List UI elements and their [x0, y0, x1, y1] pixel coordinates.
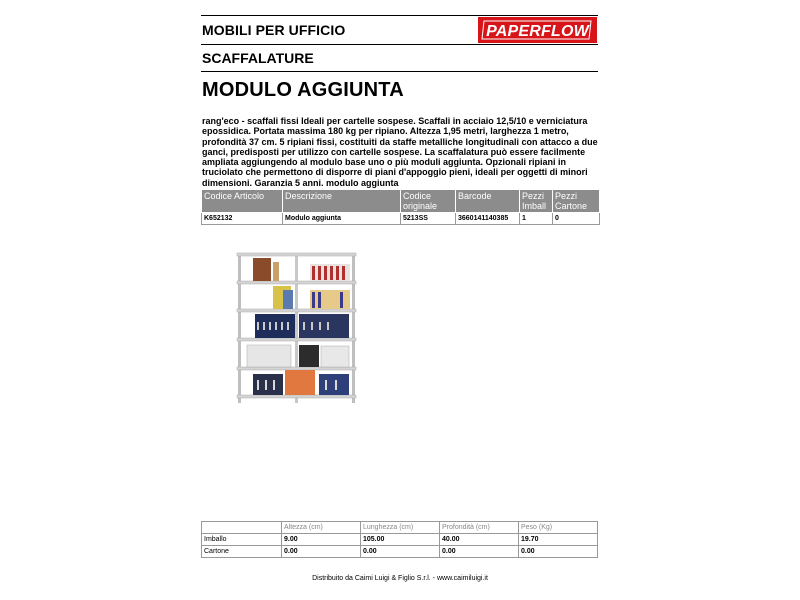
svg-text:PAPERFLOW: PAPERFLOW	[486, 23, 589, 40]
cell-barcode: 3660141140385	[456, 213, 520, 225]
distributor-footer: Distribuito da Caimi Luigi & Figlio S.r.l. - www.caimiluigi.it	[312, 575, 488, 582]
header-codice-articolo: Codice Articolo	[202, 190, 283, 213]
product-title: MODULO AGGIUNTA	[202, 79, 404, 101]
dims-cell-peso: 0.00	[519, 546, 598, 558]
header-barcode: Barcode	[456, 190, 520, 213]
dims-cell-altezza: 9.00	[282, 534, 361, 546]
dims-header-altezza: Altezza (cm)	[282, 522, 361, 534]
dims-row-label: Imballo	[202, 534, 282, 546]
cell-pezzi-imball: 1	[520, 213, 553, 225]
codes-header-row	[202, 190, 600, 213]
header-descrizione: Descrizione	[283, 190, 401, 213]
dims-cell-profondita: 40.00	[440, 534, 519, 546]
dims-cell-altezza: 0.00	[282, 546, 361, 558]
subcategory-rule	[201, 71, 598, 72]
header-pezzi-imball: Pezzi Imball	[520, 190, 553, 213]
dims-cell-profondita: 0.00	[440, 546, 519, 558]
table-row	[202, 546, 598, 558]
dims-header-row	[202, 522, 598, 534]
header-codice-originale: Codice originale	[401, 190, 456, 213]
cell-codice-originale: 5213SS	[401, 213, 456, 225]
dims-cell-lunghezza: 105.00	[361, 534, 440, 546]
cell-pezzi-cartone: 0	[553, 213, 600, 225]
category-rule	[201, 44, 598, 45]
dims-cell-lunghezza: 0.00	[361, 546, 440, 558]
paperflow-logo	[478, 17, 597, 43]
subcategory-heading: SCAFFALATURE	[202, 50, 314, 66]
dims-header-blank	[202, 522, 282, 534]
dims-header-profondita: Profondità (cm)	[440, 522, 519, 534]
product-image-shelving	[235, 250, 360, 405]
dims-row-label: Cartone	[202, 546, 282, 558]
dims-header-lunghezza: Lunghezza (cm)	[361, 522, 440, 534]
dims-cell-peso: 19.70	[519, 534, 598, 546]
table-row	[202, 534, 598, 546]
dimensions-table	[201, 521, 598, 558]
dims-header-peso: Peso (Kg)	[519, 522, 598, 534]
product-codes-table	[201, 189, 600, 225]
header-pezzi-cartone: Pezzi Cartone	[553, 190, 600, 213]
cell-descrizione: Modulo aggiunta	[283, 213, 401, 225]
top-rule	[201, 15, 598, 16]
cell-codice-articolo: K652132	[202, 213, 283, 225]
table-row	[202, 213, 600, 225]
product-description: rang'eco - scaffali fissi Ideali per cartelle sospese. Scaffali in acciaio 12,5/10 e verniciatura epossidica. Portata massima 180 kg per ripiano. Altezza 1,95 metri, larghezza 1 metro, profondità 37 cm. 5 ripiani fissi, costituiti da staffe metalliche longitudinali con attacco a due ganci, predisposti per utilizzo con cartelle sospese. La scaffalatura può essere facilmente ampliata aggiungendo al modulo base uno o più moduli aggiunta. Opzionali ripiani in truciolato che permettono di disporre di piani d'appoggio pieni, ideali per oggetti di minori dimensioni. Garanzia 5 anni. modulo aggiunta	[202, 116, 598, 188]
category-heading: MOBILI PER UFFICIO	[202, 22, 346, 38]
